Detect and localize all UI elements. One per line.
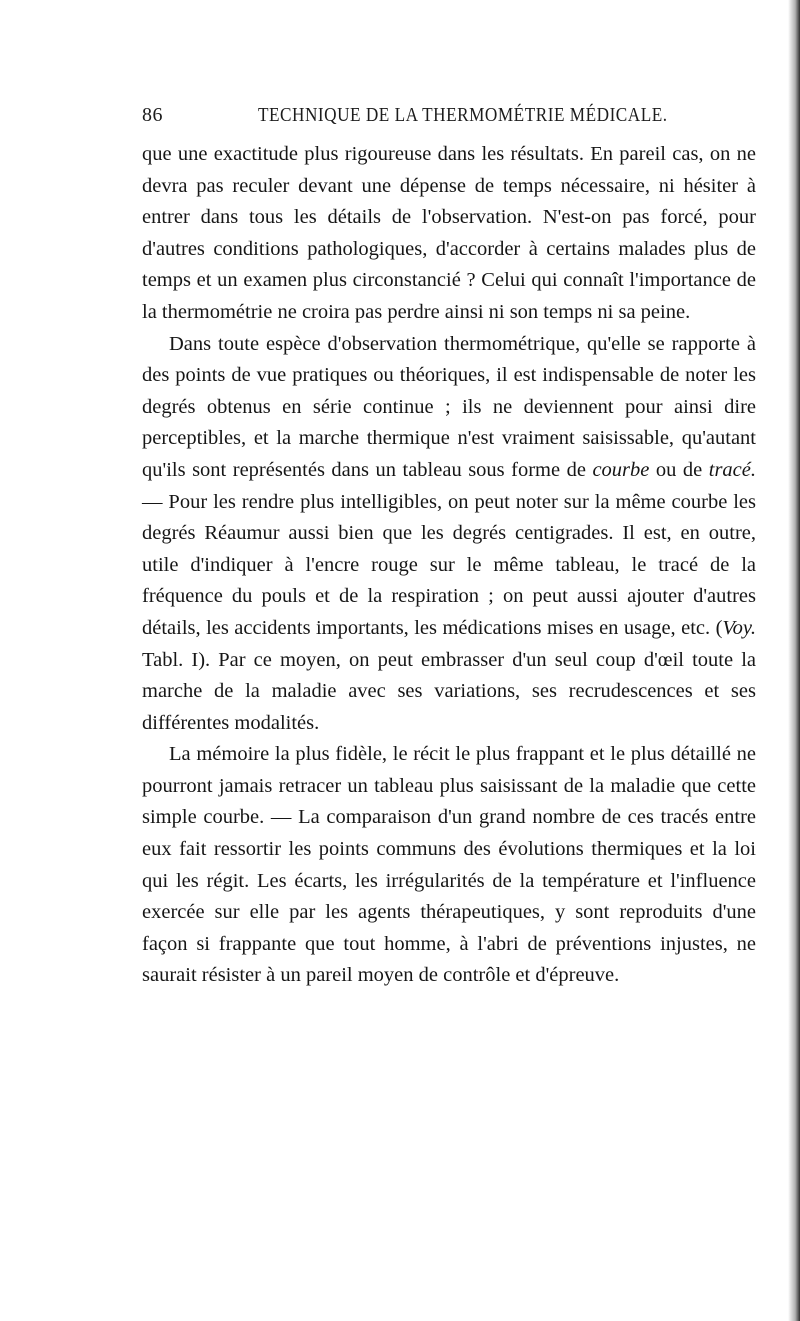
- paragraph-2-text-c: — Pour les rendre plus intelligibles, on peut noter sur la même courbe les degrés Réaumur aussi bien que les degrés centigrades. Il est, en outre, utile d'indiquer à l'encre rouge sur le même tableau, le tracé de la fréquence du pouls et de la respiration ; on peut aussi ajouter d'autres détails, les accidents importants, les médications mises en usage, etc. (: [142, 490, 756, 639]
- page-number: 86: [142, 104, 163, 126]
- page-edge-shadow: [788, 0, 800, 1321]
- page-header: [142, 104, 760, 134]
- paragraph-2: [142, 329, 756, 740]
- body-text: [142, 139, 756, 992]
- paragraph-2-text-a: Dans toute espèce d'observation thermométrique, qu'elle se rapporte à des points de vue pratiques ou théoriques, il est indispensable de noter les degrés obtenus en série continue ; ils ne deviennent pour ainsi dire perceptibles, et la marche thermique n'est vraiment saisissable, qu'autant qu'ils sont représentés dans un tableau sous forme de: [142, 332, 756, 481]
- term-courbe: courbe: [592, 458, 650, 481]
- paragraph-2-text-b: ou de: [649, 458, 709, 481]
- paragraph-2-text-d: Tabl. I). Par ce moyen, on peut embrasser d'un seul coup d'œil toute la marche de la maladie avec ses variations, ses recrudescences et ses différentes modalités.: [142, 648, 756, 734]
- term-trace: tracé.: [708, 458, 756, 481]
- reference-voy: Voy.: [722, 616, 756, 639]
- running-title: TECHNIQUE DE LA THERMOMÉTRIE MÉDICALE.: [258, 104, 668, 126]
- paragraph-3: La mémoire la plus fidèle, le récit le plus frappant et le plus détaillé ne pourront jamais retracer un tableau plus saisissant de la maladie que cette simple courbe. — La comparaison d'un grand nombre de ces tracés entre eux fait ressortir les points communs des évolutions thermiques et la loi qui les régit. Les écarts, les irrégularités de la température et l'influence exercée sur elle par les agents thérapeutiques, y sont reproduits d'une façon si frappante que tout homme, à l'abri de préventions injustes, ne saurait résister à un pareil moyen de contrôle et d'épreuve.: [142, 743, 756, 987]
- paragraph-1: que une exactitude plus rigoureuse dans les résultats. En pareil cas, on ne devra pas reculer devant une dépense de temps nécessaire, ni hésiter à entrer dans tous les détails de l'observation. N'est-on pas forcé, pour d'autres conditions pathologiques, d'accorder à certains malades plus de temps et un examen plus circonstancié ? Celui qui connaît l'importance de la thermométrie ne croira pas perdre ainsi ni son temps ni sa peine.: [142, 143, 756, 323]
